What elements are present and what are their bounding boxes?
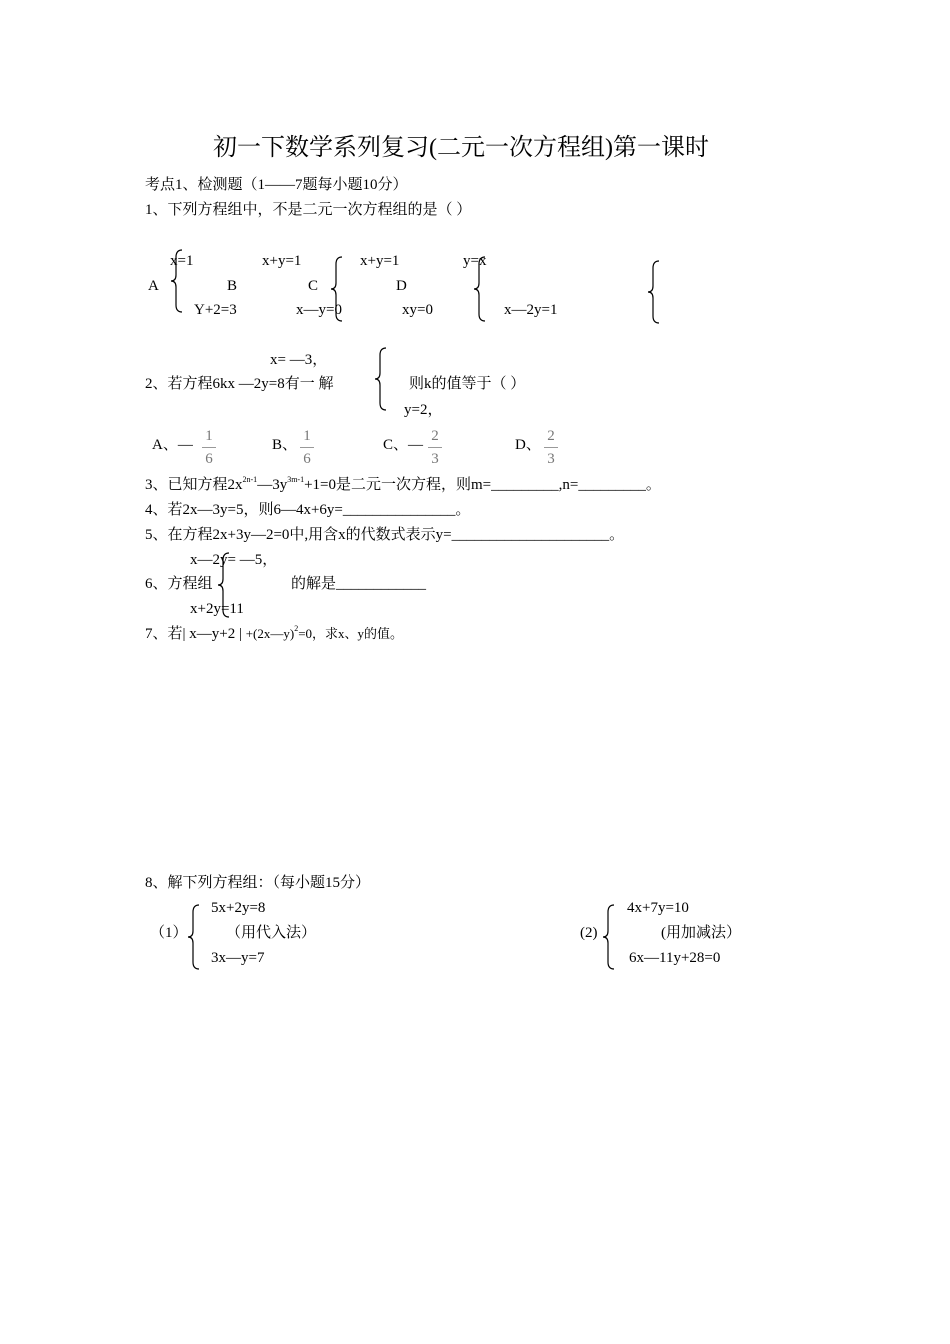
q8-part2-brace-icon [602, 904, 618, 970]
q2-option-c: C、— [383, 437, 424, 453]
q6-stem-tail: 的解是____________ [291, 576, 427, 592]
q2-stem: 2、若方程6kx —2y=8有一 解 [145, 376, 334, 392]
q8-part2-line2: 6x—11y+28=0 [629, 950, 721, 966]
q8-part2-line1: 4x+7y=10 [627, 900, 689, 916]
q8-part1-label: （1） [150, 925, 188, 941]
q3-text: 3、已知方程$2x^{2n-1}—3y^{3m-1}+1=0$是二元一次方程，则m=_________,n=_________。 [145, 475, 661, 493]
q1-a-line2: Y+2=3 [194, 302, 237, 318]
q1-d-line1: y=x [463, 253, 487, 269]
q6-system-line2: x+2y=11 [190, 601, 244, 617]
q7-text: 7、若| x—y+2 | +(2x—y)$^2$=0，求x、y的值。 [145, 624, 404, 642]
q1-c-brace-icon [330, 256, 346, 322]
q2-brace-icon [374, 347, 390, 411]
q2-option-c-fraction: 2 3 [428, 428, 442, 468]
q1-a-line1: x=1 [170, 253, 194, 269]
q8-part1-method: （用代入法） [226, 925, 317, 941]
q1-b-line1: x+y=1 [262, 253, 302, 269]
q1-d-line2: x—2y=1 [504, 302, 558, 318]
q2-option-b: B、 [272, 437, 298, 453]
q1-c-line2: xy=0 [402, 302, 433, 318]
q8-stem: 8、解下列方程组：（每小题15分） [145, 875, 371, 891]
q1-b-line2: x—y=0 [296, 302, 342, 318]
q1-option-c-label: C [308, 278, 319, 294]
q8-part1-line2: 3x—y=7 [211, 950, 265, 966]
q2-stem-tail: 则k的值等于（ ） [409, 376, 526, 392]
q4-text: 4、若2x—3y=5，则6—4x+6y=_______________。 [145, 502, 471, 518]
q1-extra-brace-icon [647, 260, 663, 324]
q2-option-d: D、 [515, 437, 541, 453]
q8-part2-method: (用加减法） [661, 925, 741, 941]
page-title: 初一下数学系列复习(二元一次方程组)第一课时 [213, 135, 709, 161]
q8-part2-label: (2) [580, 925, 598, 941]
q5-text: 5、在方程2x+3y—2=0中,用含x的代数式表示y=_____________________。 [145, 527, 625, 543]
q8-part1-line1: 5x+2y=8 [211, 900, 266, 916]
section-heading: 考点1、检测题（1——7题每小题10分） [145, 177, 408, 193]
q2-option-b-fraction: 1 6 [300, 428, 314, 468]
q2-option-a-fraction: 1 6 [202, 428, 216, 468]
q1-stem: 1、下列方程组中，不是二元一次方程组的是（ ） [145, 202, 472, 218]
q1-option-b-label: B [227, 278, 238, 294]
q1-c-line1: x+y=1 [360, 253, 400, 269]
q6-system-line1: x—2y= —5， [190, 552, 278, 568]
q2-option-d-fraction: 2 3 [544, 428, 558, 468]
q8-part1-brace-icon [187, 904, 203, 970]
q2-option-a: A、— [152, 437, 193, 453]
q6-stem: 6、方程组 [145, 576, 213, 592]
q2-system-line1: x= —3， [270, 352, 328, 368]
q1-option-d-label: D [396, 278, 407, 294]
q1-option-a-label: A [148, 278, 159, 294]
q2-system-line2: y=2， [404, 402, 443, 418]
